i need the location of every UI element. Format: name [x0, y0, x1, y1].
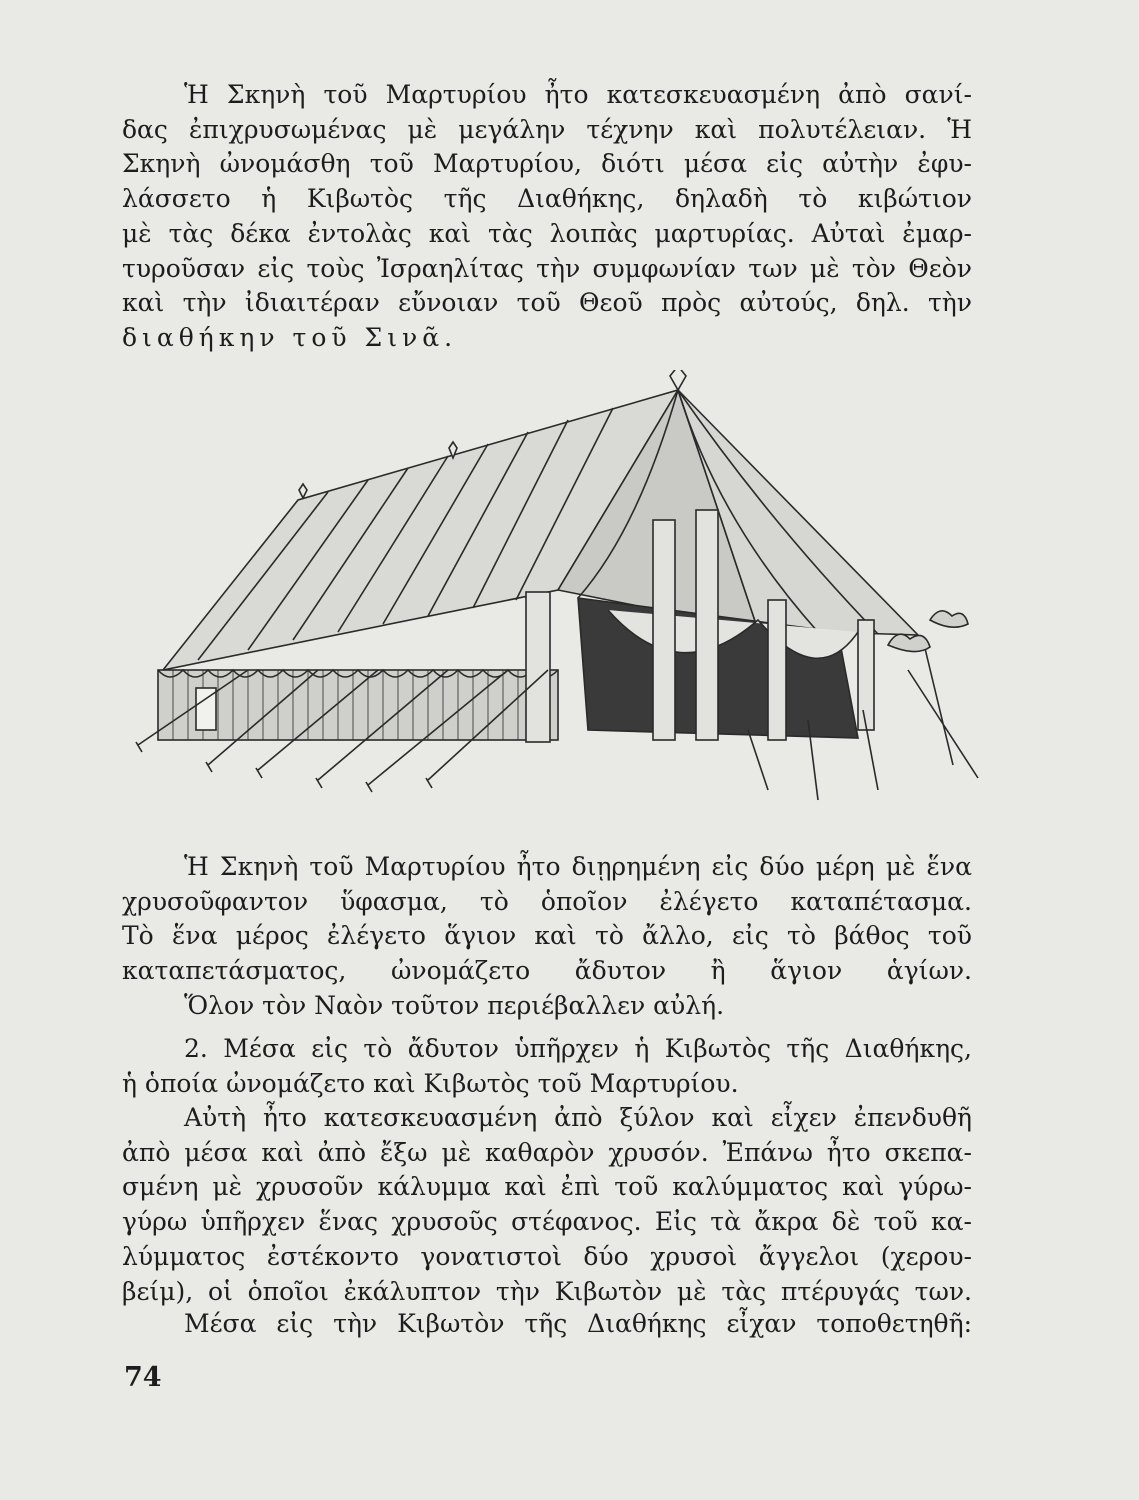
tabernacle-illustration: [118, 370, 998, 810]
text-line: ἀπὸ μέσα καὶ ἀπὸ ἔξω μὲ καθαρὸν χρυσόν. Ἐπάνω ἦτο σκεπα-: [122, 1137, 972, 1167]
text-line: Τὸ ἕνα μέρος ἐλέγετο ἅγιον καὶ τὸ ἄλλο, εἰς τὸ βάθος τοῦ: [122, 921, 972, 951]
paragraph-ark-location: [122, 1032, 972, 1101]
text-line: δας ἐπιχρυσωμένας μὲ μεγάλην τέχνην καὶ πολυτέλειαν. Ἡ: [122, 114, 972, 144]
text-line: χρυσοῦφαντον ὕφασμα, τὸ ὁποῖον ἐλέγετο καταπέτασμα.: [122, 886, 972, 916]
text-line: τυροῦσαν εἰς τοὺς Ἰσραηλίτας τὴν συμφωνίαν των μὲ τὸν Θεὸν: [122, 253, 972, 283]
text-line: Ἡ Σκηνὴ τοῦ Μαρτυρίου ἦτο διῃρημένη εἰς δύο μέρη μὲ ἕνα: [184, 852, 972, 881]
text-line: λάσσετο ἡ Κιβωτὸς τῆς Διαθήκης, δηλαδὴ τὸ κιβώτιον: [122, 184, 972, 214]
text-line: μὲ τὰς δέκα ἐντολὰς καὶ τὰς λοιπὰς μαρτυρίας. Αὐταὶ ἐμαρ-: [122, 218, 972, 248]
text-line: σμένη μὲ χρυσοῦν κάλυμμα καὶ ἐπὶ τοῦ καλύμματος καὶ γύρω-: [122, 1172, 972, 1202]
text-line: λύμματος ἐστέκοντο γονατιστοὶ δύο χρυσοὶ ἄγγελοι (χερου-: [122, 1241, 972, 1271]
text-line: καταπετάσματος, ὠνομάζετο ἄδυτον ἢ ἅγιον ἁγίων.: [122, 956, 972, 986]
paragraph-ark-contents: [122, 1307, 972, 1342]
text-line: Ὅλον τὸν Ναὸν τοῦτον περιέβαλλεν αὐλή.: [184, 990, 725, 1020]
text-line: Μέσα εἰς τὴν Κιβωτὸν τῆς Διαθήκης εἶχαν τοποθετηθῆ:: [184, 1309, 972, 1338]
page-number: 74: [124, 1362, 162, 1393]
text-line: γύρω ὑπῆρχεν ἕνας χρυσοῦς στέφανος. Εἰς τὰ ἄκρα δὲ τοῦ κα-: [122, 1207, 972, 1237]
paragraph-ark-description: [122, 1101, 972, 1309]
text-line: 2. Μέσα εἰς τὸ ἄδυτον ὑπῆρχεν ἡ Κιβωτὸς τῆς Διαθήκης,: [184, 1034, 972, 1063]
paragraph-tabernacle-intro: [122, 78, 972, 356]
text-line: Σκηνὴ ὠνομάσθη τοῦ Μαρτυρίου, διότι μέσα εἰς αὐτὴν ἐφυ-: [122, 149, 972, 179]
text-line: καὶ τὴν ἰδιαιτέραν εὔνοιαν τοῦ Θεοῦ πρὸς αὐτούς, δηλ. τὴν: [122, 288, 972, 318]
text-line: Ἡ Σκηνὴ τοῦ Μαρτυρίου ἦτο κατεσκευασμένη ἀπὸ σανί-: [184, 80, 972, 109]
text-line: ἡ ὁποία ὠνομάζετο καὶ Κιβωτὸς τοῦ Μαρτυρίου.: [122, 1068, 739, 1098]
text-line: Αὐτὴ ἦτο κατεσκευασμένη ἀπὸ ξύλον καὶ εἶχεν ἐπενδυθῆ: [184, 1103, 972, 1132]
text-line: βείμ), οἱ ὁποῖοι ἐκάλυπτον τὴν Κιβωτὸν μὲ τὰς πτέρυγάς των.: [122, 1276, 972, 1306]
paragraph-tabernacle-division: [122, 850, 972, 1024]
text-line: διαθήκην τοῦ Σινᾶ.: [122, 322, 458, 352]
